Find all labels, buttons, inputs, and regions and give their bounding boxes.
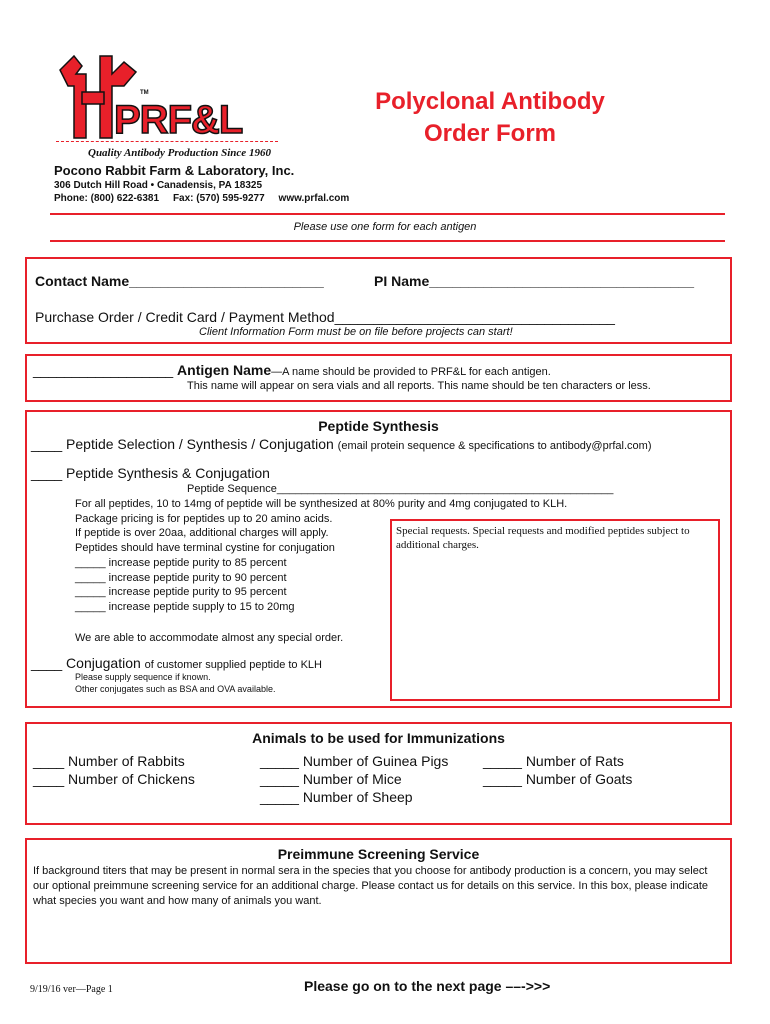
header-rule-bottom — [50, 240, 725, 242]
conjugation-desc: of customer supplied peptide to KLH — [144, 659, 322, 671]
header-rule-top — [50, 213, 725, 215]
antigen-box — [25, 354, 732, 402]
peptide-purity-90[interactable]: _____ increase peptide purity to 90 percent — [75, 571, 287, 584]
conjugation-option — [31, 655, 322, 671]
antigen-name-desc: —A name should be provided to PRF&L for each antigen. — [271, 366, 551, 378]
special-requests-box[interactable] — [390, 519, 720, 701]
goats-field[interactable]: _____ Number of Goats — [483, 771, 633, 787]
antigen-name-label: Antigen Name — [177, 362, 272, 378]
rats-field[interactable]: _____ Number of Rats — [483, 753, 624, 769]
peptide-option-1-label: Peptide Selection / Synthesis / Conjugation — [66, 436, 334, 452]
preimmune-box[interactable] — [25, 838, 732, 964]
page-version: 9/19/16 ver—Page 1 — [30, 984, 113, 995]
peptide-option-2-label: Peptide Synthesis & Conjugation — [66, 465, 270, 481]
page-title-line1: Polyclonal Antibody — [375, 88, 605, 115]
sheep-field[interactable]: _____ Number of Sheep — [260, 789, 413, 805]
contact-name-field[interactable]: Contact Name_________________________ — [35, 273, 324, 289]
peptide-detail-line: If peptide is over 20aa, additional charges will apply. — [75, 527, 329, 540]
peptide-supply-15-20[interactable]: _____ increase peptide supply to 15 to 20mg — [75, 600, 295, 613]
company-address: 306 Dutch Hill Road • Canadensis, PA 18325 — [54, 180, 263, 191]
page-title-line2: Order Form — [423, 120, 557, 147]
peptide-box — [25, 410, 732, 708]
animals-box — [25, 722, 732, 825]
peptide-option-1-blank[interactable]: ____ — [31, 436, 63, 452]
conjugation-blank[interactable]: ____ — [31, 655, 63, 671]
chickens-field[interactable]: ____ Number of Chickens — [33, 771, 195, 787]
peptide-detail-line: Package pricing is for peptides up to 20 amino acids. — [75, 512, 333, 525]
logo — [52, 52, 282, 162]
rabbits-field[interactable]: ____ Number of Rabbits — [33, 753, 185, 769]
antigen-name-desc-2: This name will appear on sera vials and all reports. This name should be ten characters or less. — [187, 380, 651, 392]
peptide-option-1 — [31, 436, 652, 452]
antigen-name-blank[interactable]: __________________ — [33, 362, 174, 378]
preimmune-heading: Preimmune Screening Service — [277, 846, 480, 862]
peptide-detail-line: For all peptides, 10 to 14mg of peptide will be synthesized at 80% purity and 4mg conjugated to KLH. — [75, 498, 568, 510]
logo-dashed-rule — [56, 141, 278, 142]
peptide-option-2-blank[interactable]: ____ — [31, 465, 63, 481]
logo-tagline: Quality Antibody Production Since 1960 — [88, 147, 271, 159]
mice-field[interactable]: _____ Number of Mice — [260, 771, 402, 787]
trademark-mark: TM — [140, 90, 149, 96]
peptide-sequence-field[interactable]: Peptide Sequence_______________________________________________________ — [187, 483, 614, 495]
special-requests-text: Special requests. Special requests and modified peptides subject to additional charges. — [396, 525, 690, 551]
peptide-option-1-note: (email protein sequence & specifications to antibody@prfal.com) — [337, 440, 652, 452]
animals-col-2 — [260, 752, 448, 806]
peptide-option-2 — [31, 465, 270, 481]
peptide-purity-85[interactable]: _____ increase peptide purity to 85 percent — [75, 556, 287, 569]
preimmune-body: If background titers that may be present in normal sera in the species that you choose for antibody production is a concern, you may select our optional preimmune screening service for an additional charge. Please contact us for details on this service. In this box, please indicate what species you want and how many of animals you want. — [33, 865, 709, 907]
conjugation-note-2: Other conjugates such as BSA and OVA available. — [75, 684, 276, 694]
logo-wordmark: PRF&L — [114, 98, 243, 142]
animals-heading: Animals to be used for Immunizations — [252, 730, 505, 746]
conjugation-label: Conjugation — [66, 655, 141, 671]
animals-col-1 — [33, 752, 195, 788]
guinea-pigs-field[interactable]: _____ Number of Guinea Pigs — [260, 753, 449, 769]
antigen-note: Please use one form for each antigen — [293, 221, 477, 233]
animals-col-3 — [483, 752, 632, 788]
peptide-heading: Peptide Synthesis — [318, 418, 439, 434]
special-order-note: We are able to accommodate almost any special order. — [75, 632, 344, 644]
pi-name-field[interactable]: PI Name__________________________________ — [374, 273, 694, 289]
payment-method-field[interactable]: Purchase Order / Credit Card / Payment Method____________________________________ — [35, 309, 615, 325]
conjugation-note-1: Please supply sequence if known. — [75, 672, 211, 682]
company-phone: Phone: (800) 622-6381 Fax: (570) 595-9277 www.prfal.com — [54, 193, 350, 204]
client-form-note: Client Information Form must be on file before projects can start! — [199, 326, 513, 338]
company-name: Pocono Rabbit Farm & Laboratory, Inc. — [54, 163, 295, 178]
peptide-detail-line: Peptides should have terminal cystine for conjugation — [75, 542, 335, 555]
contact-box — [25, 257, 732, 344]
antigen-name-row — [33, 362, 551, 378]
peptide-purity-95[interactable]: _____ increase peptide purity to 95 percent — [75, 586, 287, 599]
next-page-note: Please go on to the next page ––->>> — [304, 978, 551, 994]
page-title — [340, 86, 640, 150]
